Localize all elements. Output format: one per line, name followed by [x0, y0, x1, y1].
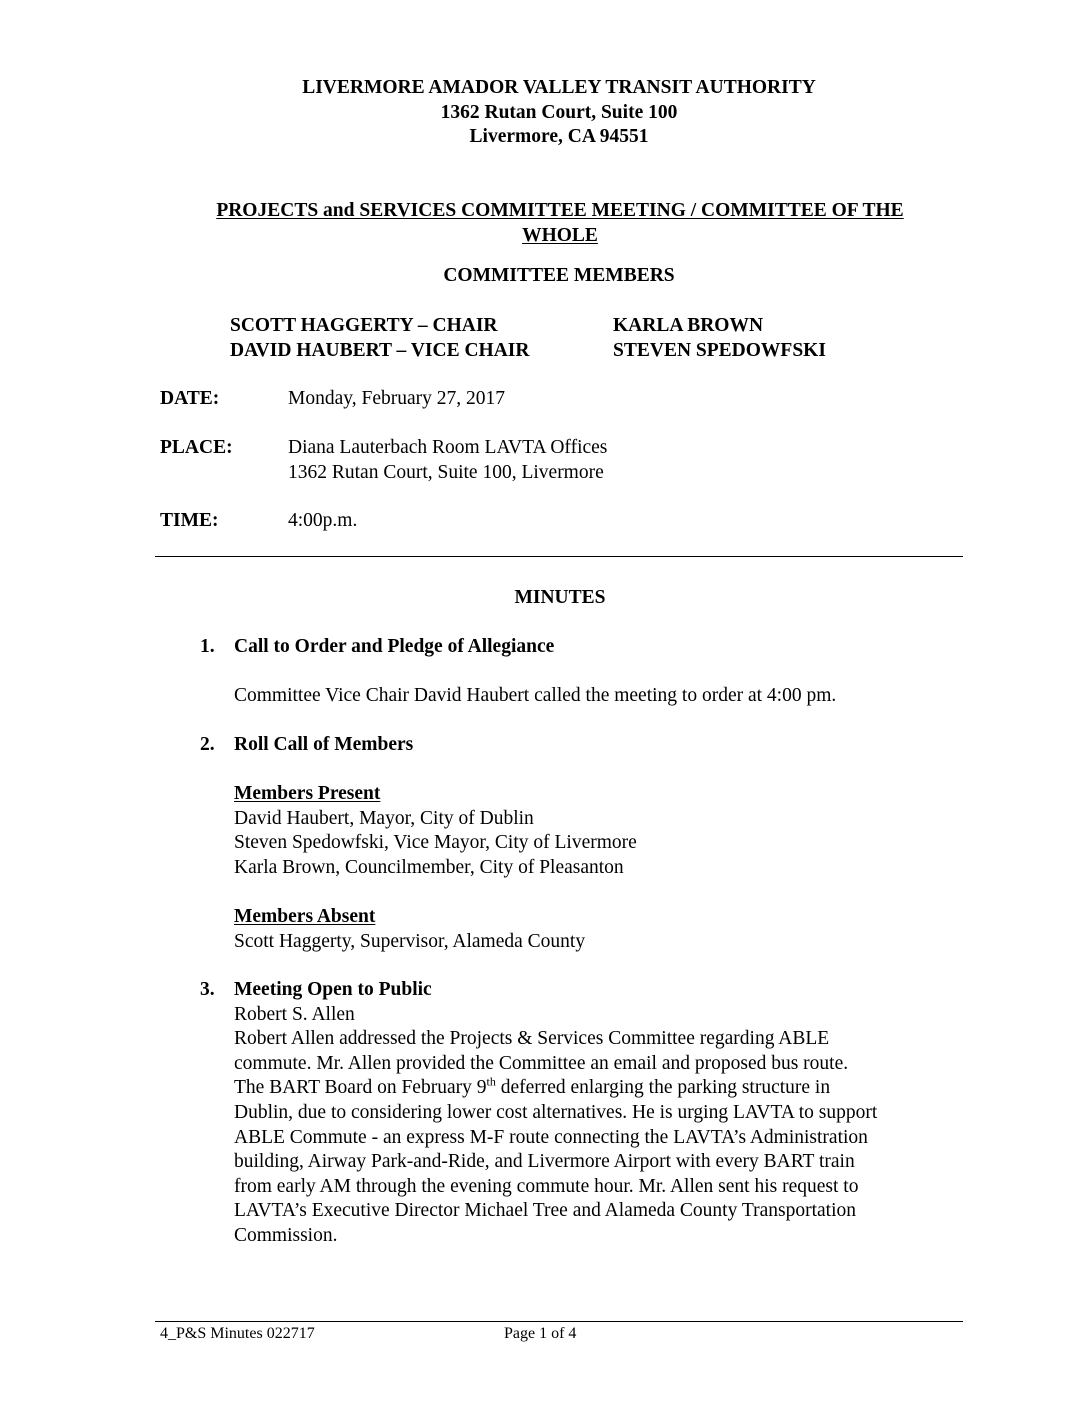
members-right-column	[613, 314, 826, 363]
public-comment-line	[234, 1076, 877, 1101]
members-absent-block	[234, 905, 585, 954]
public-comment-line: ABLE Commute - an express M-F route connecting the LAVTA’s Administration	[234, 1126, 868, 1148]
section-2-title: Roll Call of Members	[234, 734, 414, 755]
member-chair: SCOTT HAGGERTY – CHAIR	[230, 315, 498, 336]
line-text: The BART Board on February 9	[234, 1077, 487, 1099]
public-comment-line: LAVTA’s Executive Director Michael Tree and Alameda County Transportation	[234, 1200, 856, 1222]
members-present-heading: Members Present	[234, 783, 381, 804]
public-comment-line: Commission.	[234, 1224, 338, 1246]
public-comment-line: commute. Mr. Allen provided the Committee an email and proposed bus route.	[234, 1052, 849, 1074]
date-value: Monday, February 27, 2017	[288, 388, 505, 409]
section-3-body	[234, 978, 877, 1249]
meeting-title	[150, 199, 970, 248]
speaker-name: Robert S. Allen	[234, 1003, 355, 1025]
public-comment-line: Dublin, due to considering lower cost alternatives. He is urging LAVTA to support	[234, 1101, 878, 1123]
header-divider	[155, 556, 963, 557]
present-member: Steven Spedowfski, Vice Mayor, City of Livermore	[234, 832, 637, 854]
line-text: deferred enlarging the parking structure in	[495, 1077, 831, 1099]
org-address-line1: 1362 Rutan Court, Suite 100	[440, 101, 678, 123]
present-member: David Haubert, Mayor, City of Dublin	[234, 807, 534, 829]
minutes-heading: MINUTES	[514, 587, 606, 608]
place-line2: 1362 Rutan Court, Suite 100, Livermore	[288, 461, 604, 483]
place-value	[288, 436, 607, 485]
place-line1: Diana Lauterbach Room LAVTA Offices	[288, 437, 608, 458]
member-vice-chair: DAVID HAUBERT – VICE CHAIR	[230, 339, 530, 361]
date-label: DATE:	[160, 388, 220, 409]
public-comment-line: Robert Allen addressed the Projects & Services Committee regarding ABLE	[234, 1028, 830, 1050]
member-steven-spedowfski: STEVEN SPEDOWFSKI	[613, 339, 826, 361]
section-1-number: 1.	[200, 636, 215, 657]
footer-divider	[155, 1321, 963, 1322]
section-1-title: Call to Order and Pledge of Allegiance	[234, 636, 555, 657]
members-left-column	[230, 314, 529, 363]
time-value: 4:00p.m.	[288, 510, 358, 531]
public-comment-line: from early AM through the evening commute hour. Mr. Allen sent his request to	[234, 1175, 859, 1197]
document-header	[0, 76, 1088, 150]
member-karla-brown: KARLA BROWN	[613, 315, 764, 336]
section-3-number: 3.	[200, 979, 215, 1000]
members-absent-heading: Members Absent	[234, 906, 376, 927]
meeting-title-line2: WHOLE	[522, 224, 598, 246]
time-label: TIME:	[160, 510, 219, 531]
present-member: Karla Brown, Councilmember, City of Pleasanton	[234, 856, 624, 878]
footer-page-number: Page 1 of 4	[504, 1325, 577, 1342]
public-comment-line: building, Airway Park-and-Ride, and Livermore Airport with every BART train	[234, 1151, 855, 1173]
meeting-title-line1: PROJECTS and SERVICES COMMITTEE MEETING / COMMITTEE OF THE	[216, 200, 904, 221]
org-name: LIVERMORE AMADOR VALLEY TRANSIT AUTHORITY	[302, 77, 816, 98]
section-1-text: Committee Vice Chair David Haubert called the meeting to order at 4:00 pm.	[234, 685, 837, 706]
committee-members-heading: COMMITTEE MEMBERS	[443, 265, 675, 286]
org-address-line2: Livermore, CA 94551	[469, 126, 649, 148]
absent-member: Scott Haggerty, Supervisor, Alameda County	[234, 930, 586, 952]
members-present-block	[234, 782, 637, 880]
place-label: PLACE:	[160, 437, 233, 458]
section-3-title: Meeting Open to Public	[234, 979, 432, 1000]
ordinal-suffix: th	[486, 1074, 496, 1089]
section-2-number: 2.	[200, 734, 215, 755]
footer-doc-id: 4_P&S Minutes 022717	[160, 1325, 315, 1342]
